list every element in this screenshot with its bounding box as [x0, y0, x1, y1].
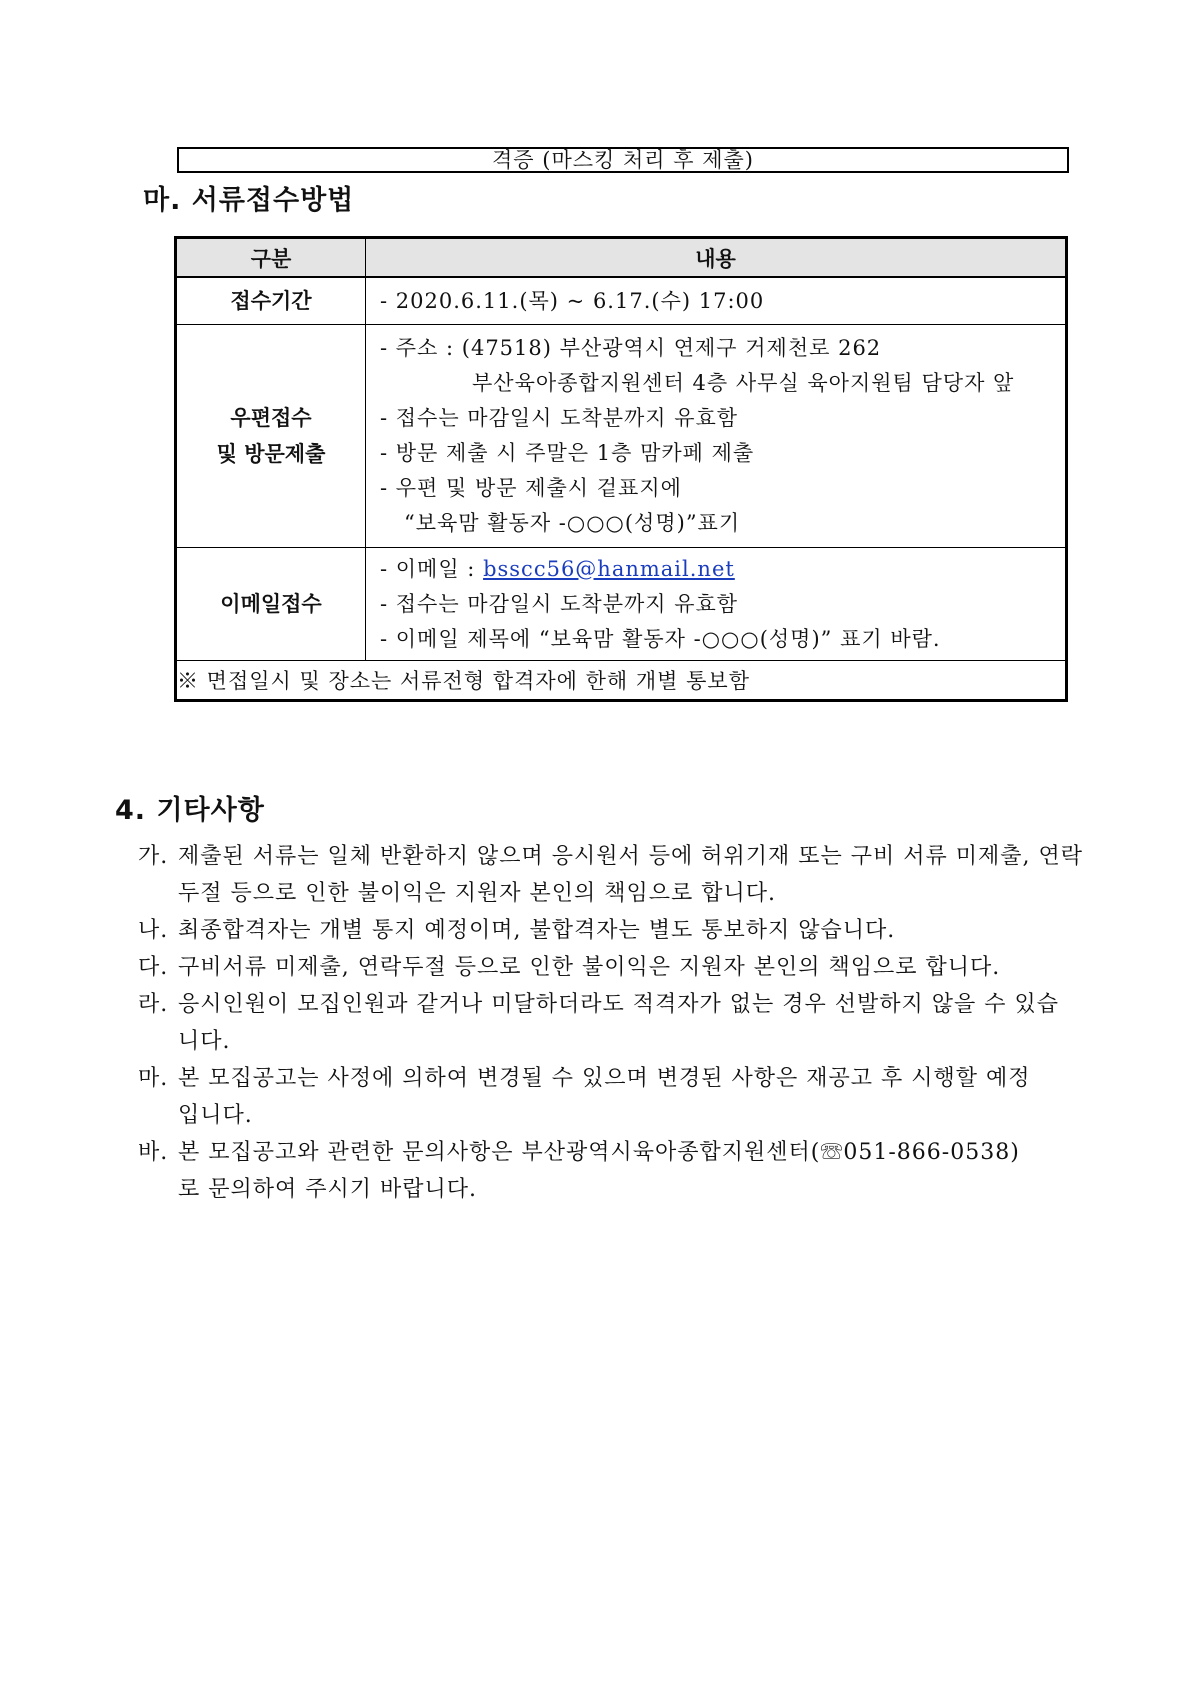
list-item — [138, 912, 1088, 949]
header-category: 구분 — [176, 238, 366, 278]
section-4-title: 4. 기타사항 — [115, 795, 265, 826]
list-line: 제출된 서류는 일체 반환하지 않으며 응시원서 등에 허위기재 또는 구비 서류 미제출, 연락 — [178, 844, 1083, 869]
list-marker: 마. — [138, 1066, 169, 1091]
content-line: - 2020.6.11.(목) ~ 6.17.(수) 17:00 — [380, 288, 765, 313]
list-line: 입니다. — [178, 1103, 253, 1128]
table-header-row — [176, 238, 1067, 278]
row-content-mail-visit — [366, 325, 1067, 548]
list-line: 최종합격자는 개별 통지 예정이며, 불합격자는 별도 통보하지 않습니다. — [178, 918, 896, 943]
content-line: - 주소 : (47518) 부산광역시 연제구 거제천로 262 — [380, 336, 882, 360]
content-line: - 방문 제출 시 주말은 1층 맘카페 제출 — [380, 441, 755, 465]
row-content-period — [366, 277, 1067, 325]
list-line: 본 모집공고는 사정에 의하여 변경될 수 있으며 변경된 사항은 재공고 후 시행할 예정 — [178, 1066, 1031, 1091]
email-prefix: - 이메일 : — [380, 556, 484, 581]
list-marker: 나. — [138, 918, 169, 943]
content-line: - 우편 및 방문 제출시 겉표지에 — [380, 476, 682, 500]
header-content: 내용 — [366, 238, 1067, 278]
section-title-submission-method: 마. 서류접수방법 — [143, 185, 355, 216]
content-line: 부산육아종합지원센터 4층 사무실 육아지원팀 담당자 앞 — [472, 371, 1015, 395]
row-label-line: 이메일접수 — [220, 592, 322, 616]
table-row-period — [176, 277, 1067, 325]
row-label-period — [176, 277, 366, 325]
list-line: 본 모집공고와 관련한 문의사항은 부산광역시육아종합지원센터(☏051-866-0538) — [178, 1140, 1020, 1165]
list-line: 두절 등으로 인한 불이익은 지원자 본인의 책임으로 합니다. — [178, 881, 776, 906]
content-line: - 이메일 제목에 “보육맘 활동자 -○○○(성명)” 표기 바람. — [380, 626, 941, 651]
content-line: “보육맘 활동자 -○○○(성명)”표기 — [404, 511, 741, 535]
list-marker: 라. — [138, 992, 169, 1017]
content-line: - 접수는 마감일시 도착분까지 유효함 — [380, 406, 739, 430]
content-line: - 접수는 마감일시 도착분까지 유효함 — [380, 591, 739, 616]
list-item — [138, 1134, 1088, 1208]
row-label-email — [176, 548, 366, 661]
email-line — [380, 552, 1065, 587]
list-item — [138, 986, 1088, 1060]
row-label-line: 및 방문제출 — [216, 442, 326, 466]
row-content-email — [366, 548, 1067, 661]
table-note: ※ 면접일시 및 장소는 서류전형 합격자에 한해 개별 통보함 — [176, 661, 1067, 701]
list-item — [138, 949, 1088, 986]
table-row-mail-visit — [176, 325, 1067, 548]
row-label-mail-visit — [176, 325, 366, 548]
row-label-line: 우편접수 — [230, 406, 312, 430]
previous-table-last-row — [177, 147, 1069, 173]
row-label-line: 접수기간 — [230, 289, 312, 313]
list-marker: 바. — [138, 1140, 169, 1165]
list-item — [138, 838, 1088, 912]
submission-method-table — [174, 236, 1068, 702]
list-marker: 가. — [138, 844, 169, 869]
list-line: 응시인원이 모집인원과 같거나 미달하더라도 적격자가 없는 경우 선발하지 않을 수 있습 — [178, 992, 1060, 1017]
previous-row-text: 격증 (마스킹 처리 후 제출) — [492, 148, 754, 172]
table-row-email — [176, 548, 1067, 661]
email-link[interactable]: bsscc56@hanmail.net — [483, 556, 735, 581]
list-line: 로 문의하여 주시기 바랍니다. — [178, 1177, 477, 1202]
table-note-row — [176, 661, 1067, 701]
list-line: 니다. — [178, 1029, 231, 1054]
list-item — [138, 1060, 1088, 1134]
list-marker: 다. — [138, 955, 169, 980]
other-notes-list — [138, 838, 1088, 1208]
list-line: 구비서류 미제출, 연락두절 등으로 인한 불이익은 지원자 본인의 책임으로 합니다. — [178, 955, 1001, 980]
